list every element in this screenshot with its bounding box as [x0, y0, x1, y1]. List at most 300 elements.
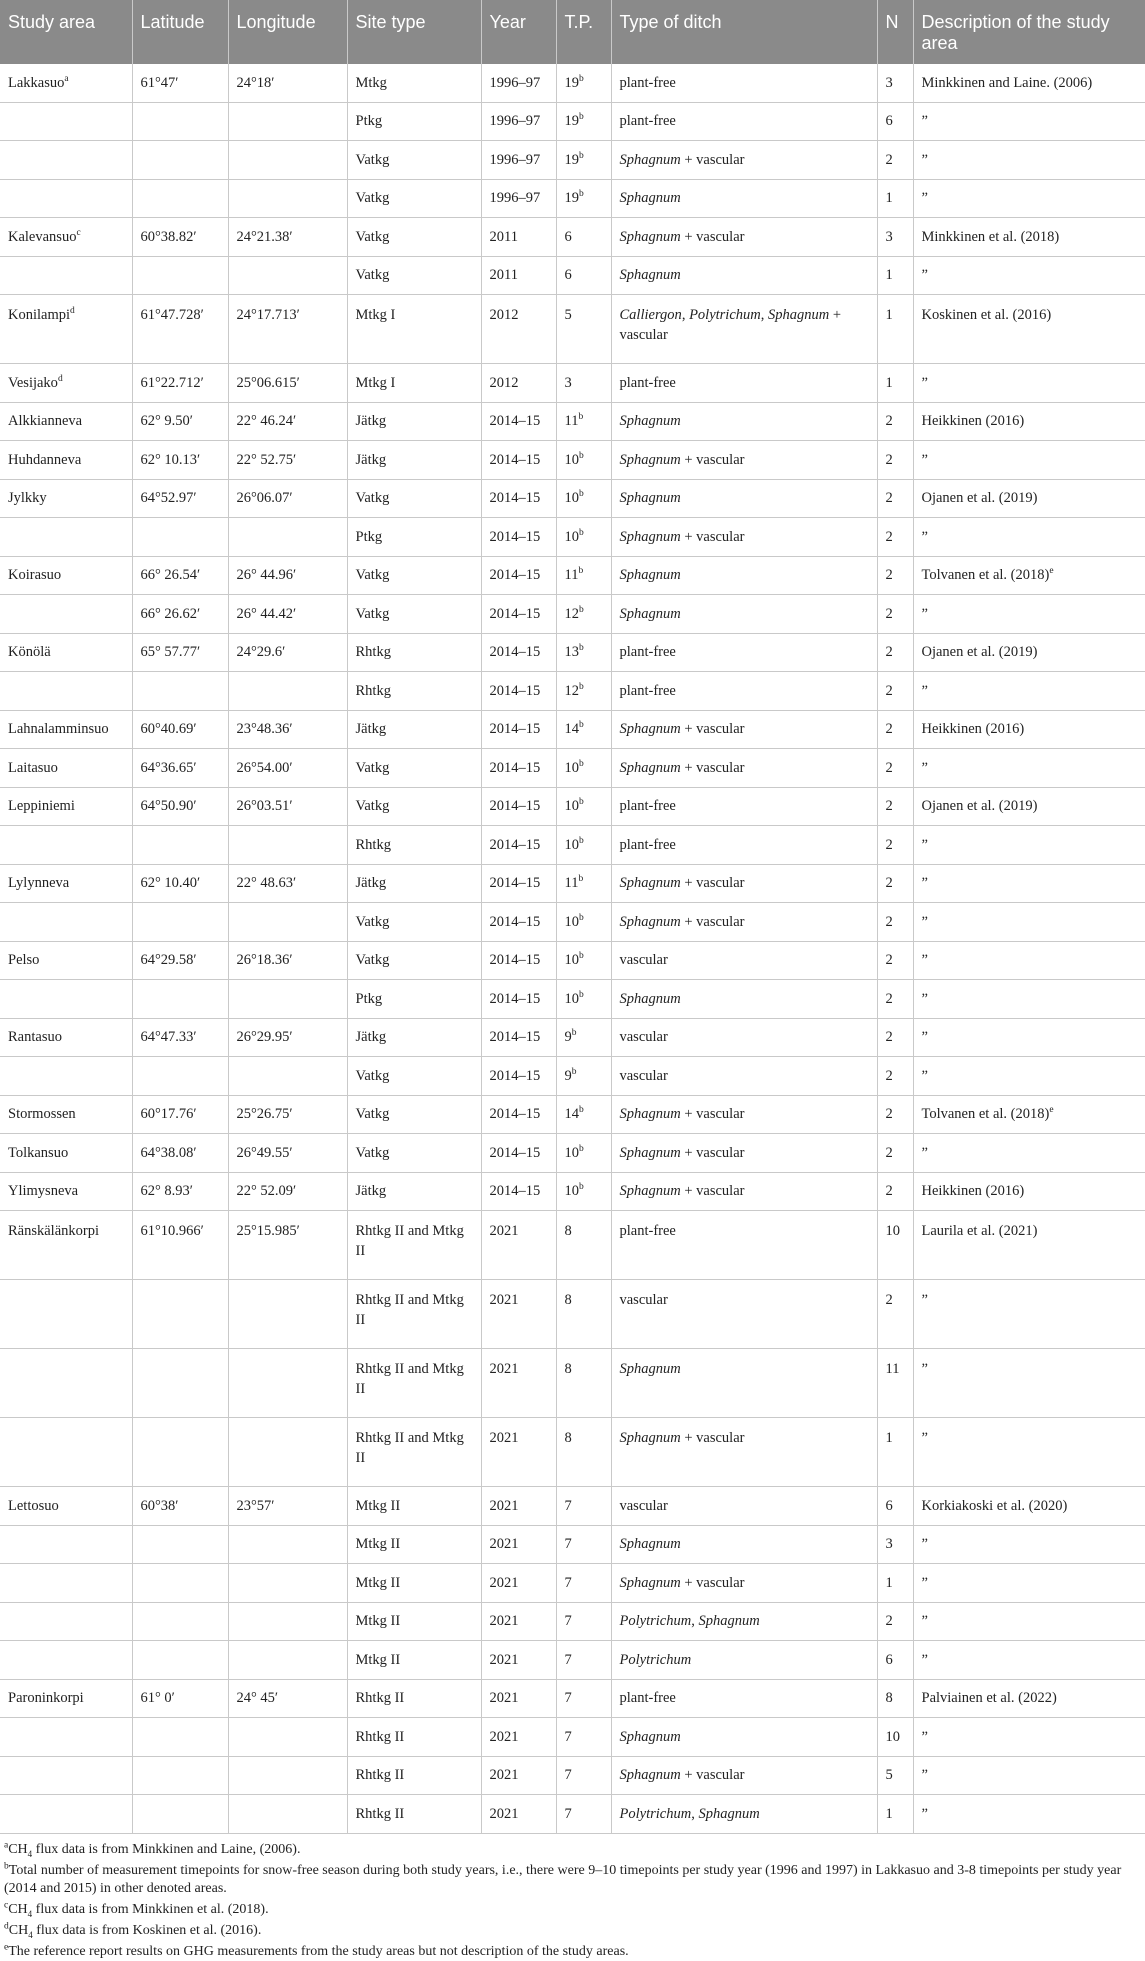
cell-latitude: 64°52.97′: [132, 479, 228, 518]
cell-tp: 10$^b$: [556, 441, 611, 480]
cell-description: ”: [921, 1361, 928, 1377]
cell-longitude: 22° 46.24′: [228, 402, 347, 441]
cell-latitude: 62° 10.40′: [132, 864, 228, 903]
table-row: [0, 441, 1145, 480]
cell-tp: 19$^b$: [556, 102, 611, 141]
cell-year: 2021: [481, 1756, 556, 1795]
cell-tp: 7: [556, 1756, 611, 1795]
footnote-a: $^aCH_4$ flux data is from Minkkinen and Laine, (2006).: [4, 1839, 301, 1859]
cell-type-of-ditch: Sphagnum + vascular: [611, 710, 877, 749]
cell-description: ”: [921, 1728, 928, 1745]
table-row: [0, 1525, 1145, 1564]
table-row: [0, 710, 1145, 749]
table-row: [0, 864, 1145, 903]
table-row: [0, 1756, 1145, 1795]
table-row: [0, 826, 1145, 865]
cell-tp: 12$^b$: [556, 595, 611, 634]
cell-year: 2021: [481, 1602, 556, 1641]
header-description: Description of the study area: [913, 0, 1145, 64]
cell-description: ”: [921, 151, 928, 168]
table-body: [0, 64, 1145, 1833]
cell-n: 1: [877, 1418, 913, 1487]
cell-tp: 11$^b$: [556, 864, 611, 903]
header-row: [0, 0, 1145, 64]
cell-site-type: Mtkg I: [347, 364, 481, 403]
cell-type-of-ditch: Sphagnum: [611, 256, 877, 295]
cell-tp: 3: [556, 364, 611, 403]
cell-longitude: [228, 1564, 347, 1603]
table-row: [0, 1602, 1145, 1641]
cell-site-type: Vatkg: [347, 903, 481, 942]
cell-site-type: Vatkg: [347, 556, 481, 595]
cell-description: Ojanen et al. (2019): [921, 644, 1038, 661]
cell-tp: 7: [556, 1487, 611, 1526]
cell-n: 2: [877, 1172, 913, 1211]
cell-latitude: [132, 672, 228, 711]
cell-latitude: [132, 903, 228, 942]
cell-site-type: Ptkg: [347, 102, 481, 141]
table-row: [0, 1718, 1145, 1757]
cell-tp: 7: [556, 1641, 611, 1680]
cell-site-type: Jätkg: [347, 864, 481, 903]
cell-n: 2: [877, 672, 913, 711]
table-row: [0, 218, 1145, 257]
cell-tp: 11$^b$: [556, 556, 611, 595]
table-row: [0, 1418, 1145, 1487]
cell-latitude: 66° 26.54′: [132, 556, 228, 595]
cell-n: 2: [877, 556, 913, 595]
cell-type-of-ditch: plant-free: [611, 826, 877, 865]
cell-description: Laurila et al. (2021): [921, 1223, 1038, 1239]
cell-longitude: 24°17.713′: [228, 295, 347, 364]
cell-n: 2: [877, 479, 913, 518]
cell-year: 2021: [481, 1525, 556, 1564]
cell-n: 6: [877, 1487, 913, 1526]
cell-longitude: [228, 256, 347, 295]
cell-latitude: 62° 8.93′: [132, 1172, 228, 1211]
cell-tp: 14$^b$: [556, 710, 611, 749]
cell-longitude: [228, 980, 347, 1019]
cell-longitude: [228, 1418, 347, 1487]
cell-site-type: Jätkg: [347, 402, 481, 441]
cell-study-area: Paroninkorpi: [0, 1679, 132, 1718]
header-longitude: Longitude: [228, 0, 347, 64]
cell-description: ”: [921, 990, 928, 1007]
cell-n: 6: [877, 1641, 913, 1680]
cell-description: ”: [921, 1651, 928, 1668]
cell-n: 3: [877, 218, 913, 257]
table-row: [0, 1795, 1145, 1834]
cell-type-of-ditch: vascular: [611, 1018, 877, 1057]
cell-description: Minkkinen et al. (2018): [921, 228, 1060, 245]
cell-description: ”: [921, 1536, 928, 1553]
cell-description: ”: [921, 267, 928, 284]
cell-site-type: Rhtkg: [347, 633, 481, 672]
cell-tp: 7: [556, 1679, 611, 1718]
cell-year: 2014–15: [481, 749, 556, 788]
cell-study-area: [0, 102, 132, 141]
cell-study-area: Lakkasuo$^a$: [0, 64, 132, 102]
cell-longitude: [228, 826, 347, 865]
table-row: [0, 1641, 1145, 1680]
cell-latitude: 64°36.65′: [132, 749, 228, 788]
cell-site-type: Vatkg: [347, 787, 481, 826]
footnote-d: $^dCH_4$ flux data is from Koskinen et al. (2016).: [4, 1920, 262, 1940]
cell-longitude: 26°06.07′: [228, 479, 347, 518]
cell-latitude: [132, 518, 228, 557]
cell-type-of-ditch: Polytrichum: [611, 1641, 877, 1680]
cell-n: 2: [877, 402, 913, 441]
cell-study-area: [0, 141, 132, 180]
cell-latitude: 64°50.90′: [132, 787, 228, 826]
cell-description: ”: [921, 1029, 928, 1046]
cell-description: ”: [921, 1767, 928, 1784]
cell-tp: 6: [556, 256, 611, 295]
cell-site-type: Rhtkg II and Mtkg II: [347, 1349, 481, 1418]
cell-n: 3: [877, 1525, 913, 1564]
cell-description: ”: [921, 759, 928, 776]
cell-longitude: 25°26.75′: [228, 1095, 347, 1134]
cell-latitude: 61°10.966′: [132, 1211, 228, 1280]
cell-year: 2021: [481, 1280, 556, 1349]
cell-type-of-ditch: Sphagnum: [611, 556, 877, 595]
cell-longitude: [228, 1057, 347, 1096]
cell-tp: 10$^b$: [556, 518, 611, 557]
cell-type-of-ditch: Sphagnum + vascular: [611, 903, 877, 942]
table-row: [0, 402, 1145, 441]
cell-description: ”: [921, 875, 928, 892]
cell-tp: 12$^b$: [556, 672, 611, 711]
cell-tp: 19$^b$: [556, 179, 611, 218]
cell-type-of-ditch: Sphagnum: [611, 1718, 877, 1757]
cell-tp: 8: [556, 1349, 611, 1418]
cell-year: 2014–15: [481, 1095, 556, 1134]
cell-n: 2: [877, 1018, 913, 1057]
cell-n: 1: [877, 364, 913, 403]
cell-latitude: 64°47.33′: [132, 1018, 228, 1057]
cell-description: Heikkinen (2016): [921, 1183, 1025, 1200]
cell-n: 8: [877, 1679, 913, 1718]
footnote-c: $^cCH_4$ flux data is from Minkkinen et al. (2018).: [4, 1899, 269, 1919]
cell-n: 2: [877, 141, 913, 180]
cell-n: 2: [877, 1057, 913, 1096]
cell-site-type: Vatkg: [347, 141, 481, 180]
cell-site-type: Rhtkg II: [347, 1679, 481, 1718]
cell-type-of-ditch: Sphagnum: [611, 1349, 877, 1418]
table-row: [0, 1057, 1145, 1096]
footnote-e: $^e$The reference report results on GHG measurements from the study areas but not description of the study areas.: [4, 1941, 629, 1959]
cell-n: 2: [877, 864, 913, 903]
cell-latitude: 60°38.82′: [132, 218, 228, 257]
cell-study-area: [0, 179, 132, 218]
cell-longitude: 25°06.615′: [228, 364, 347, 403]
cell-n: 2: [877, 1602, 913, 1641]
cell-longitude: [228, 1525, 347, 1564]
table-row: [0, 556, 1145, 595]
cell-year: 2021: [481, 1564, 556, 1603]
cell-year: 2014–15: [481, 980, 556, 1019]
cell-tp: 8: [556, 1211, 611, 1280]
cell-type-of-ditch: plant-free: [611, 1679, 877, 1718]
cell-n: 2: [877, 1134, 913, 1173]
cell-year: 2021: [481, 1679, 556, 1718]
cell-tp: 9$^b$: [556, 1057, 611, 1096]
cell-longitude: [228, 1602, 347, 1641]
cell-year: 2014–15: [481, 1172, 556, 1211]
cell-description: ”: [921, 451, 928, 468]
cell-site-type: Vatkg: [347, 218, 481, 257]
cell-site-type: Rhtkg: [347, 826, 481, 865]
cell-type-of-ditch: Calliergon, Polytrichum, Sphagnum + vascular: [611, 295, 877, 364]
cell-year: 2012: [481, 295, 556, 364]
cell-longitude: 24°29.6′: [228, 633, 347, 672]
cell-longitude: 23°57′: [228, 1487, 347, 1526]
table-row: [0, 1487, 1145, 1526]
cell-longitude: 26°54.00′: [228, 749, 347, 788]
cell-type-of-ditch: Sphagnum + vascular: [611, 518, 877, 557]
cell-site-type: Rhtkg: [347, 672, 481, 711]
cell-latitude: [132, 980, 228, 1019]
cell-study-area: [0, 1418, 132, 1487]
cell-n: 2: [877, 980, 913, 1019]
table-row: [0, 295, 1145, 364]
cell-site-type: Rhtkg II and Mtkg II: [347, 1418, 481, 1487]
cell-study-area: [0, 980, 132, 1019]
cell-study-area: [0, 903, 132, 942]
cell-year: 2014–15: [481, 595, 556, 634]
cell-n: 2: [877, 826, 913, 865]
cell-longitude: [228, 1718, 347, 1757]
cell-n: 2: [877, 1280, 913, 1349]
cell-site-type: Vatkg: [347, 256, 481, 295]
cell-longitude: [228, 1795, 347, 1834]
cell-tp: 10$^b$: [556, 1134, 611, 1173]
cell-latitude: [132, 1564, 228, 1603]
cell-type-of-ditch: Sphagnum: [611, 980, 877, 1019]
cell-latitude: 66° 26.62′: [132, 595, 228, 634]
cell-description: ”: [921, 1805, 928, 1822]
cell-description: Ojanen et al. (2019): [921, 798, 1038, 815]
table-row: [0, 941, 1145, 980]
cell-description: ”: [921, 1613, 928, 1630]
cell-study-area: [0, 1795, 132, 1834]
cell-longitude: 26° 44.96′: [228, 556, 347, 595]
cell-description: ”: [921, 1574, 928, 1591]
cell-tp: 6: [556, 218, 611, 257]
cell-site-type: Jätkg: [347, 710, 481, 749]
cell-type-of-ditch: Sphagnum + vascular: [611, 1564, 877, 1603]
cell-tp: 8: [556, 1280, 611, 1349]
cell-n: 10: [877, 1211, 913, 1280]
cell-n: 2: [877, 595, 913, 634]
table-row: [0, 1134, 1145, 1173]
cell-tp: 10$^b$: [556, 787, 611, 826]
cell-study-area: Jylkky: [0, 479, 132, 518]
cell-study-area: Lahnalamminsuo: [0, 710, 132, 749]
cell-latitude: [132, 1756, 228, 1795]
cell-latitude: [132, 1525, 228, 1564]
cell-study-area: [0, 595, 132, 634]
cell-year: 2014–15: [481, 941, 556, 980]
cell-longitude: 23°48.36′: [228, 710, 347, 749]
cell-latitude: 60°38′: [132, 1487, 228, 1526]
table-row: [0, 749, 1145, 788]
cell-site-type: Mtkg II: [347, 1602, 481, 1641]
cell-latitude: [132, 1602, 228, 1641]
cell-type-of-ditch: plant-free: [611, 1211, 877, 1280]
cell-type-of-ditch: Sphagnum + vascular: [611, 1756, 877, 1795]
table-row: [0, 1172, 1145, 1211]
cell-year: 2014–15: [481, 1057, 556, 1096]
cell-n: 2: [877, 941, 913, 980]
cell-year: 2011: [481, 218, 556, 257]
cell-study-area: Koirasuo: [0, 556, 132, 595]
cell-latitude: [132, 141, 228, 180]
cell-study-area: [0, 1564, 132, 1603]
cell-study-area: Tolkansuo: [0, 1134, 132, 1173]
cell-study-area: [0, 1057, 132, 1096]
cell-description: ”: [921, 190, 928, 207]
cell-longitude: [228, 672, 347, 711]
cell-latitude: [132, 1418, 228, 1487]
cell-site-type: Mtkg II: [347, 1487, 481, 1526]
cell-longitude: 24°21.38′: [228, 218, 347, 257]
cell-site-type: Vatkg: [347, 1095, 481, 1134]
cell-year: 2021: [481, 1718, 556, 1757]
cell-type-of-ditch: Sphagnum + vascular: [611, 441, 877, 480]
cell-year: 1996–97: [481, 64, 556, 102]
cell-tp: 7: [556, 1718, 611, 1757]
cell-year: 2014–15: [481, 1018, 556, 1057]
cell-latitude: [132, 1349, 228, 1418]
header-type-of-ditch: Type of ditch: [611, 0, 877, 64]
cell-tp: 9$^b$: [556, 1018, 611, 1057]
cell-type-of-ditch: Sphagnum + vascular: [611, 1095, 877, 1134]
cell-latitude: [132, 826, 228, 865]
cell-longitude: 26°29.95′: [228, 1018, 347, 1057]
cell-tp: 7: [556, 1564, 611, 1603]
cell-description: ”: [921, 682, 928, 699]
cell-type-of-ditch: Sphagnum: [611, 595, 877, 634]
header-n: N: [877, 0, 913, 64]
cell-type-of-ditch: Sphagnum: [611, 479, 877, 518]
table-row: [0, 633, 1145, 672]
cell-year: 2011: [481, 256, 556, 295]
cell-latitude: 64°38.08′: [132, 1134, 228, 1173]
cell-latitude: [132, 256, 228, 295]
cell-site-type: Mtkg: [347, 64, 481, 102]
cell-longitude: [228, 1280, 347, 1349]
cell-latitude: 60°17.76′: [132, 1095, 228, 1134]
table-row: [0, 102, 1145, 141]
cell-tp: 10$^b$: [556, 1172, 611, 1211]
cell-longitude: 26°18.36′: [228, 941, 347, 980]
cell-year: 2014–15: [481, 441, 556, 480]
cell-description: ”: [921, 1430, 928, 1446]
cell-n: 1: [877, 1795, 913, 1834]
cell-longitude: 22° 48.63′: [228, 864, 347, 903]
cell-n: 1: [877, 256, 913, 295]
cell-year: 1996–97: [481, 141, 556, 180]
cell-year: 2014–15: [481, 1134, 556, 1173]
cell-description: ”: [921, 1067, 928, 1084]
cell-n: 1: [877, 179, 913, 218]
cell-type-of-ditch: Sphagnum + vascular: [611, 1172, 877, 1211]
cell-description: Ojanen et al. (2019): [921, 490, 1038, 507]
cell-year: 2021: [481, 1349, 556, 1418]
cell-study-area: [0, 1756, 132, 1795]
table-row: [0, 1679, 1145, 1718]
cell-n: 2: [877, 787, 913, 826]
cell-type-of-ditch: Sphagnum + vascular: [611, 218, 877, 257]
cell-study-area: [0, 518, 132, 557]
cell-description: ”: [921, 605, 928, 622]
cell-type-of-ditch: plant-free: [611, 633, 877, 672]
cell-study-area: [0, 1280, 132, 1349]
cell-longitude: [228, 179, 347, 218]
cell-type-of-ditch: Sphagnum: [611, 402, 877, 441]
cell-description: ”: [921, 1144, 928, 1161]
cell-type-of-ditch: Sphagnum + vascular: [611, 141, 877, 180]
cell-study-area: Vesijako$^d$: [0, 364, 132, 403]
cell-site-type: Vatkg: [347, 1134, 481, 1173]
table-row: [0, 595, 1145, 634]
table-row: [0, 256, 1145, 295]
cell-longitude: [228, 903, 347, 942]
cell-study-area: [0, 1525, 132, 1564]
table-row: [0, 1349, 1145, 1418]
cell-tp: 7: [556, 1525, 611, 1564]
cell-study-area: [0, 672, 132, 711]
cell-year: 2014–15: [481, 787, 556, 826]
cell-n: 10: [877, 1718, 913, 1757]
cell-longitude: 25°15.985′: [228, 1211, 347, 1280]
cell-latitude: 61°47′: [132, 64, 228, 102]
cell-study-area: [0, 826, 132, 865]
cell-site-type: Jätkg: [347, 441, 481, 480]
header-study-area: Study area: [0, 0, 132, 64]
cell-description: ”: [921, 374, 928, 391]
cell-tp: 19$^b$: [556, 141, 611, 180]
cell-latitude: 65° 57.77′: [132, 633, 228, 672]
cell-longitude: 22° 52.75′: [228, 441, 347, 480]
cell-longitude: [228, 102, 347, 141]
cell-description: Palviainen et al. (2022): [921, 1690, 1057, 1707]
cell-latitude: 62° 10.13′: [132, 441, 228, 480]
cell-year: 2021: [481, 1487, 556, 1526]
cell-tp: 10$^b$: [556, 479, 611, 518]
cell-longitude: [228, 518, 347, 557]
cell-longitude: 26°49.55′: [228, 1134, 347, 1173]
cell-site-type: Vatkg: [347, 179, 481, 218]
cell-tp: 19$^b$: [556, 64, 611, 102]
cell-study-area: Leppiniemi: [0, 787, 132, 826]
cell-year: 2021: [481, 1211, 556, 1280]
cell-site-type: Rhtkg II: [347, 1795, 481, 1834]
cell-site-type: Vatkg: [347, 479, 481, 518]
cell-site-type: Vatkg: [347, 1057, 481, 1096]
cell-type-of-ditch: Sphagnum + vascular: [611, 1134, 877, 1173]
cell-description: Tolvanen et al. $(2018)^e$: [921, 1105, 1054, 1123]
footnotes: [0, 1834, 1145, 1961]
cell-longitude: 22° 52.09′: [228, 1172, 347, 1211]
cell-year: 2014–15: [481, 633, 556, 672]
cell-year: 2021: [481, 1418, 556, 1487]
cell-site-type: Vatkg: [347, 749, 481, 788]
cell-n: 1: [877, 1564, 913, 1603]
cell-year: 2012: [481, 364, 556, 403]
cell-year: 2014–15: [481, 518, 556, 557]
